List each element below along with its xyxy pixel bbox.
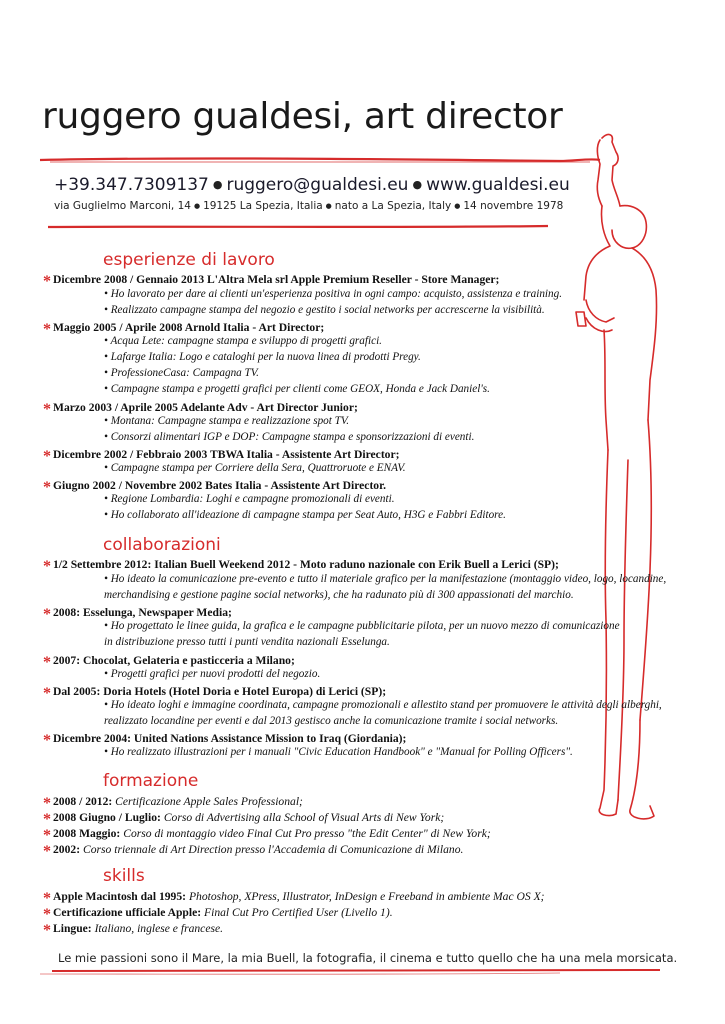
skills-entry xyxy=(43,919,223,937)
entry-bullet: • Campagne stampa e progetti grafici per clienti come GEOX, Honda e Jack Daniel's. xyxy=(104,383,490,395)
entry-heading: Maggio 2005 / Aprile 2008 Arnold Italia - Art Director; xyxy=(53,321,325,334)
entry-label: 2008 / 2012: xyxy=(53,795,113,808)
work-entry xyxy=(43,476,386,494)
section-title-skills: skills xyxy=(103,866,145,886)
asterisk-icon: * xyxy=(43,479,51,496)
asterisk-icon: * xyxy=(43,448,51,465)
footer-passions: Le mie passioni sono il Mare, la mia Buell, la fotografia, il cinema e tutto quello che ha una mela morsicata. xyxy=(58,951,678,965)
email-link[interactable]: ruggero@gualdesi.eu xyxy=(226,175,409,195)
entry-text: Corso di montaggio video Final Cut Pro presso "the Edit Center" di New York; xyxy=(123,827,491,840)
collab-entry xyxy=(43,682,386,700)
entry-heading: 2007: Chocolat, Gelateria e pasticceria a Milano; xyxy=(53,654,295,667)
entry-bullet: • Ho ideato loghi e immagine coordinata, campagne promozionali e allestito stand per promuovere le attività degli alberghi, xyxy=(104,699,662,711)
education-entry xyxy=(43,840,463,858)
asterisk-icon: * xyxy=(43,685,51,702)
asterisk-icon: * xyxy=(43,401,51,418)
phone-number[interactable]: +39.347.7309137 xyxy=(54,175,209,195)
section-title-education: formazione xyxy=(103,771,199,791)
entry-heading: Dicembre 2004: United Nations Assistance Mission to Iraq (Giordania); xyxy=(53,732,407,745)
work-entry xyxy=(43,445,399,463)
entry-text: Photoshop, XPress, Illustrator, InDesign e Freeband in ambiente Mac OS X; xyxy=(188,890,545,903)
entry-label: Lingue: xyxy=(53,922,92,935)
entry-bullet: • ProfessioneCasa: Campagna TV. xyxy=(104,367,259,379)
entry-heading: 2008: Esselunga, Newspaper Media; xyxy=(53,606,232,619)
asterisk-icon: * xyxy=(43,811,51,828)
entry-label: 2002: xyxy=(53,843,81,856)
entry-heading: Dicembre 2008 / Gennaio 2013 L'Altra Mela srl Apple Premium Reseller - Store Manager; xyxy=(53,273,500,286)
entry-bullet: • Ho lavorato per dare ai clienti un'esperienza positiva in ogni campo: acquisto, assistenza e training. xyxy=(104,288,563,300)
page-title: ruggero gualdesi, art director xyxy=(42,96,563,137)
entry-bullet: • Ho ideato la comunicazione pre-evento e tutto il materiale grafico per la manifestazione (montaggio video, logo, locandine, xyxy=(104,573,667,585)
asterisk-icon: * xyxy=(43,827,51,844)
entry-bullet: • Consorzi alimentari IGP e DOP: Campagne stampa e sponsorizzazioni di eventi. xyxy=(104,431,475,443)
collab-entry xyxy=(43,729,406,747)
section-title-collab: collaborazioni xyxy=(103,535,221,555)
website-link[interactable]: www.gualdesi.eu xyxy=(426,175,570,195)
work-entry xyxy=(43,318,324,336)
entry-bullet: • Lafarge Italia: Logo e cataloghi per la nuova linea di prodotti Pregy. xyxy=(104,351,421,363)
entry-heading: Giugno 2002 / Novembre 2002 Bates Italia - Assistente Art Director. xyxy=(53,479,387,492)
entry-bullet: • Ho collaborato all'ideazione di campagne stampa per Seat Auto, H3G e Fabbri Editore. xyxy=(104,509,506,521)
entry-text: Corso di Advertising alla School of Visual Arts di New York; xyxy=(163,811,445,824)
separator-dot-icon: ● xyxy=(454,202,461,210)
entry-text: Corso triennale di Art Direction presso l'Accademia di Comunicazione di Milano. xyxy=(82,843,464,856)
asterisk-icon: * xyxy=(43,273,51,290)
section-title-work: esperienze di lavoro xyxy=(103,250,275,270)
birthdate: 14 novembre 1978 xyxy=(463,200,564,212)
entry-label: 2008 Maggio: xyxy=(53,827,121,840)
entry-bullet: merchandising e gestione pagine social networks), che ha radunato più di 300 appassionati del marchio. xyxy=(104,589,574,601)
asterisk-icon: * xyxy=(43,843,51,860)
separator-dot-icon: ● xyxy=(412,178,423,191)
asterisk-icon: * xyxy=(43,890,51,907)
entry-bullet: • Campagne stampa per Corriere della Sera, Quattroruote e ENAV. xyxy=(104,462,406,474)
asterisk-icon: * xyxy=(43,606,51,623)
address-line xyxy=(54,200,563,212)
entry-text: Final Cut Pro Certified User (Livello 1). xyxy=(204,906,393,919)
separator-dot-icon: ● xyxy=(325,202,332,210)
entry-bullet: in distribuzione presso tutti i punti vendita nazionali Esselunga. xyxy=(104,636,390,648)
entry-label: Apple Macintosh dal 1995: xyxy=(53,890,187,903)
entry-bullet: realizzato locandine per eventi e dal 2013 gestisco anche la comunicazione tramite i social networks. xyxy=(104,715,559,727)
entry-heading: 1/2 Settembre 2012: Italian Buell Weekend 2012 - Moto raduno nazionale con Erik Buell a Lerici (SP); xyxy=(53,558,559,571)
asterisk-icon: * xyxy=(43,795,51,812)
footer-underline xyxy=(52,970,660,971)
entry-bullet: • Acqua Lete: campagne stampa e sviluppo di progetti grafici. xyxy=(104,335,382,347)
artist-figure-icon xyxy=(576,135,657,819)
entry-heading: Dal 2005: Doria Hotels (Hotel Doria e Hotel Europa) di Lerici (SP); xyxy=(53,685,387,698)
asterisk-icon: * xyxy=(43,321,51,338)
entry-text: Italiano, inglese e francese. xyxy=(94,922,224,935)
address-city: 19125 La Spezia, Italia xyxy=(203,200,323,212)
entry-bullet: • Montana: Campagne stampa e realizzazione spot TV. xyxy=(104,415,350,427)
address-street: via Guglielmo Marconi, 14 xyxy=(54,200,191,212)
entry-bullet: • Realizzato campagne stampa del negozio e gestito i social networks per accrescerne la visibilità. xyxy=(104,304,545,316)
contact-line xyxy=(54,175,570,195)
asterisk-icon: * xyxy=(43,906,51,923)
entry-heading: Dicembre 2002 / Febbraio 2003 TBWA Italia - Assistente Art Director; xyxy=(53,448,400,461)
title-underline xyxy=(40,158,600,161)
work-entry xyxy=(43,398,358,416)
entry-text: Certificazione Apple Sales Professional; xyxy=(115,795,303,808)
birthplace: nato a La Spezia, Italy xyxy=(334,200,452,212)
address-underline xyxy=(48,226,548,227)
separator-dot-icon: ● xyxy=(193,202,201,210)
collab-entry xyxy=(43,603,232,621)
entry-label: 2008 Giugno / Luglio: xyxy=(53,811,161,824)
entry-bullet: • Ho realizzato illustrazioni per i manuali "Civic Education Handbook" e "Manual for Polling Officers". xyxy=(104,746,573,758)
entry-bullet: • Regione Lombardia: Loghi e campagne promozionali di eventi. xyxy=(104,493,395,505)
entry-heading: Marzo 2003 / Aprile 2005 Adelante Adv - Art Director Junior; xyxy=(53,401,358,414)
asterisk-icon: * xyxy=(43,922,51,939)
work-entry xyxy=(43,270,499,288)
asterisk-icon: * xyxy=(43,558,51,575)
separator-dot-icon: ● xyxy=(212,178,223,191)
asterisk-icon: * xyxy=(43,654,51,671)
collab-entry xyxy=(43,651,295,669)
entry-bullet: • Ho progettato le linee guida, la grafica e le campagne pubblicitarie pilota, per un nuovo mezzo di comunicazione xyxy=(104,620,620,632)
asterisk-icon: * xyxy=(43,732,51,749)
entry-bullet: • Progetti grafici per nuovi prodotti del negozio. xyxy=(104,668,321,680)
collab-entry xyxy=(43,555,559,573)
entry-label: Certificazione ufficiale Apple: xyxy=(53,906,202,919)
